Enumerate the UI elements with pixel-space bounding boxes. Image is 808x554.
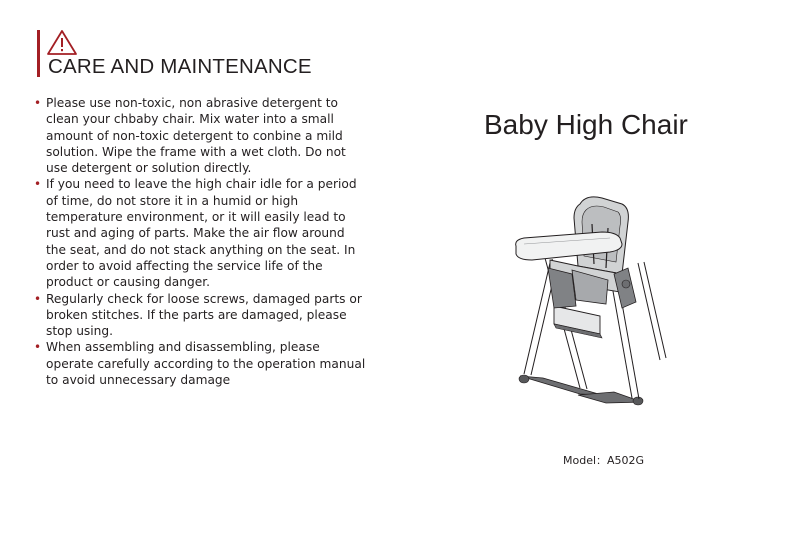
list-item xyxy=(33,339,388,388)
heading-accent-bar xyxy=(37,30,40,77)
list-item-line: Please use non-toxic, non abrasive detergent to xyxy=(46,96,339,110)
list-item xyxy=(33,291,388,340)
list-item-line: solution. Wipe the frame with a wet cloth. Do not xyxy=(46,144,346,159)
list-item-line: When assembling and disassembling, please xyxy=(46,340,320,355)
list-item-line: to avoid unnecessary damage xyxy=(46,373,231,388)
list-item-line: temperature environment, or it will easily lead to xyxy=(46,210,346,225)
bullet-icon: • xyxy=(34,96,42,110)
list-item-line: stop using. xyxy=(46,324,113,339)
warning-icon xyxy=(46,29,78,56)
list-item-line: Regularly check for loose screws, damaged parts or xyxy=(46,291,362,306)
care-instructions-list xyxy=(33,95,388,388)
list-item-line: the seat, and do not stack anything on the seat. In xyxy=(46,242,356,257)
list-item xyxy=(33,95,388,176)
bullet-icon: • xyxy=(34,291,42,306)
list-item-line: broken stitches. If the parts are damaged, please xyxy=(46,307,347,322)
bullet-icon: • xyxy=(34,340,42,355)
section-heading: CARE AND MAINTENANCE xyxy=(48,55,312,78)
bullet-icon: • xyxy=(34,177,42,192)
model-label: Model xyxy=(563,454,597,467)
model-number: A502G xyxy=(607,454,645,467)
high-chair-illustration xyxy=(510,188,670,423)
list-item-line: order to avoid affecting the service life of the xyxy=(46,258,323,273)
model-separator: ： xyxy=(596,454,608,467)
product-title: Baby High Chair xyxy=(484,109,688,140)
list-item-line: clean your chbaby chair. Mix water into a small xyxy=(46,112,334,127)
list-item-line: of time, do not store it in a humid or high xyxy=(46,193,299,208)
list-item-line: operate carefully according to the operation manual xyxy=(46,356,366,371)
list-item-line: use detergent or solution directly. xyxy=(46,161,252,176)
list-item-line: amount of non-toxic detergent to conbine a mild xyxy=(46,128,343,143)
list-item xyxy=(33,176,388,290)
list-item-line: product or causing danger. xyxy=(46,275,210,290)
model-info xyxy=(563,452,644,468)
list-item-line: If you need to leave the high chair idle for a period xyxy=(46,177,357,192)
list-item-line: rust and aging of parts. Make the air flow around xyxy=(46,226,345,241)
